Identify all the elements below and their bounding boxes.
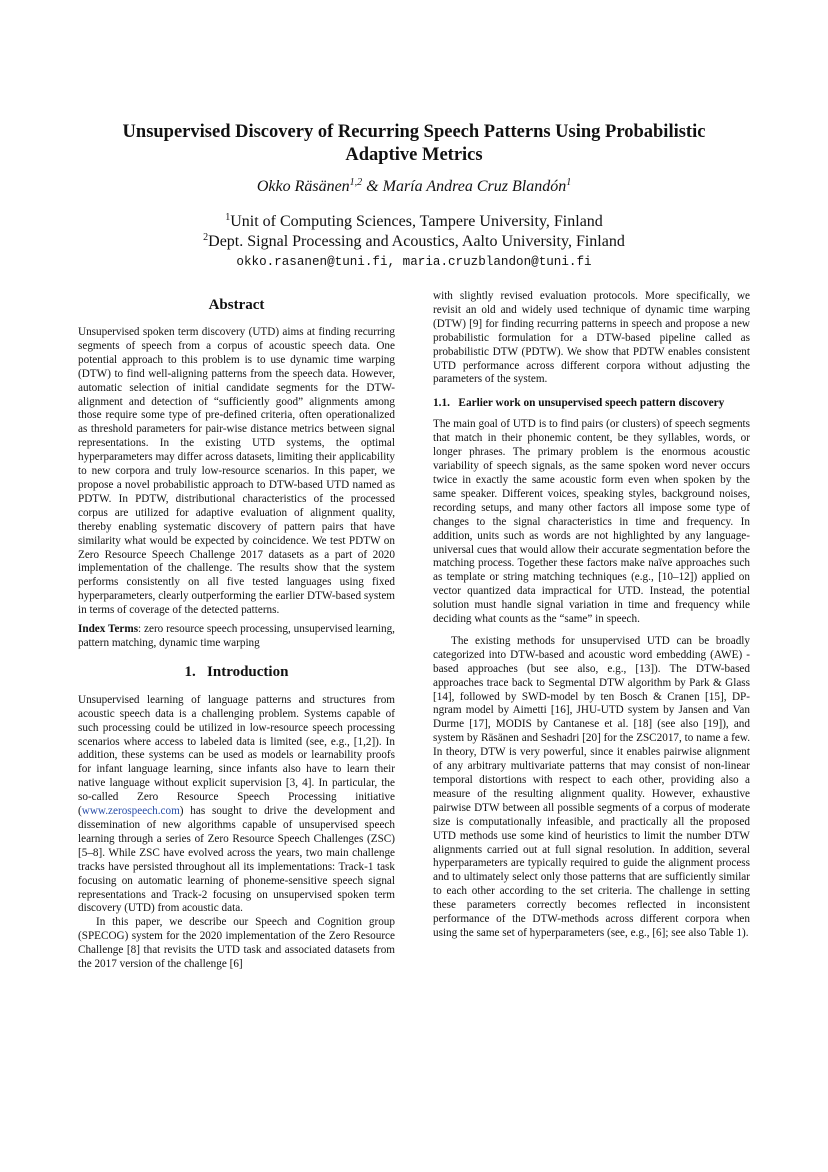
author-name: María Andrea Cruz Blandón	[382, 178, 567, 195]
affiliation-line	[60, 232, 768, 252]
intro-paragraph: In this paper, we describe our Speech and Cognition group (SPECOG) system for the 2020 implementation of the Zero Resource Challenge [8] that revisits the UTD task and associated datasets from the 2017 version of the challenge [6]	[78, 916, 395, 971]
existing-methods-paragraph: The existing methods for unsupervised UTD can be broadly categorized into DTW-based and acoustic word embedding (AWE) -based approaches (but see also, e.g., [13]). The DTW-based approaches trace back to Segmental DTW algorithm by Park & Glass [14], followed by SWD-model by ten Bosch & Cranen [15], DP-ngram model by Aimetti [16], JHU-UTD system by Jansen and Van Durme [17], MODIS by Cantanese et al. [18] (see also [19]), and system by Räsänen and Seshadri [20] for the ZSC2017, to name a few. In theory, DTW is very powerful, since it enables pairwise alignment of any arbitrary multivariate patterns that may consist of non-linear temporal distortions with respect to each other, providing also a measure of the resulting alignment quality. However, exhaustive pairwise DTW between all possible segments of a corpus of moderate size is computationally infeasible, and practically all the proposed UTD methods use some kind of heuristics to limit the number DTW alignments carried out at full signal resolution. In addition, several hyperparameters are typically required to guide the alignment process and to ultimately select only those patterns that are sufficiently similar to each other according to the set criteria. The challenge in setting these parameters correctly becomes reflected in inconsistent performance of the DTW-methods across different corpora when using the same set of hyperparameters (see, e.g., [6]; see also Table 1).	[433, 634, 750, 939]
affiliation-marker: 2	[203, 231, 209, 243]
affiliation-marker: 1	[225, 212, 231, 223]
paper-title-line-2: Adaptive Metrics	[345, 145, 483, 165]
paper-title	[60, 121, 768, 167]
author-list	[60, 177, 768, 197]
subsection-heading: 1.1. Earlier work on unsupervised speech pattern discovery	[433, 397, 725, 410]
intro-paragraph	[78, 694, 395, 917]
author-separator: &	[362, 178, 383, 195]
author-name: Okko Räsänen	[256, 178, 350, 195]
affiliations	[60, 212, 768, 251]
paper-title-line-1: Unsupervised Discovery of Recurring Speech Patterns Using Probabilistic	[122, 122, 706, 142]
zerospeech-link[interactable]: www.zerospeech.com	[81, 805, 180, 818]
intro-continuation-paragraph: with slightly revised evaluation protocols. More specifically, we revisit an old and widely used technique of dynamic time warping (DTW) [9] for finding recurring patterns in speech and propose a new probabilistic formulation for a DTW-based pipeline called as probabilistic DTW (PDTW). We show that PDTW enables consistent UTD performance across different corpora without adjusting the parameters of the system.	[433, 290, 750, 386]
intro-text: ) has sought to drive the development and dissemination of new algorithms capable of unsupervised speech learning through a series of Zero Resource Speech Challenges (ZSC) [5–8]. While ZSC have evolved across the years, two main challenge tracks have persisted throughout all its implementations: Track-1 task focusing on automatic learning of phoneme-sensitive speech signal representations and Track-2 focusing on unsupervised spoken term discovery (UTD) from acoustic data.	[78, 805, 395, 915]
author-emails: okko.rasanen@tuni.fi, maria.cruzblandon@tuni.fi	[236, 255, 592, 269]
index-terms-text: : zero resource speech processing, unsupervised learning, pattern matching, dynamic time warping	[78, 623, 395, 649]
index-terms-label: Index Terms	[78, 623, 139, 636]
utd-goal-paragraph: The main goal of UTD is to find pairs (or clusters) of speech segments that match in their phonemic content, be they syllables, words, or longer phrases. The primary problem is the enormous acoustic variability of speech signals, as the same spoken word never occurs twice in exactly the same acoustic form even when spoken by the same speaker. Different voices, speaking styles, background noises, recording setups, and many other factors all impose some type of changes to the signal characteristics in time and frequency. In addition, units such as words are not highlighted by any language-universal cues that would allow their accurate segmentation before the matching process. Together these factors make naïve approaches such as template or string matching techniques (e.g., [10–12]) applied on vector quantized data impractical for UTD. Instead, the potential solution must handle signal variation in time and frequency while deciding what counts as the “same” in speech.	[433, 418, 750, 626]
left-column	[78, 290, 395, 972]
abstract-heading: Abstract	[208, 297, 265, 313]
affiliation-line	[60, 212, 768, 232]
affiliation-text: Unit of Computing Sciences, Tampere University, Finland	[230, 213, 603, 230]
affiliation-text: Dept. Signal Processing and Acoustics, Aalto University, Finland	[208, 232, 625, 250]
abstract-body: Unsupervised spoken term discovery (UTD) aims at finding recurring segments of speech from a corpus of acoustic speech data. One potential approach to this problem is to use dynamic time warping (DTW) to find well-aligning patterns from the speech data. However, automatic selection of initial candidate segments for the DTW-alignment and detection of “sufficiently good” alignments among those require some type of pre-defined criteria, often operationalized as threshold parameters for pair-wise distance metrics between signal representations. In the existing UTD systems, the optimal hyperparameters may differ across datasets, limiting their applicability to new corpora and truly low-resource scenarios. In this paper, we propose a novel probabilistic approach to DTW-based UTD named as PDTW. In PDTW, distributional characteristics of the processed corpus are utilized for adaptive evaluation of alignment quality, thereby enabling systematic discovery of pattern pairs that have similarity what would be expected by coincidence. We test PDTW on Zero Resource Speech Challenge 2017 datasets as a part of 2020 implementation of the challenge. The results show that the system performs consistently on all five tested languages using fixed hyperparameters, clearly outperforming the earlier DTW-based system in terms of coverage of the detected patterns.	[78, 326, 395, 617]
intro-text: Unsupervised learning of language patterns and structures from acoustic speech data is a challenging problem. Systems capable of such processing could be utilized in low-resource speech processing scenarios where access to labeled data is limited (see, e.g., [1,2]). In addition, these systems can be used as models or learnability proofs for infant language learning, since infants also have to learn their native language without explicit supervision [3, 4]. In particular, the so-called Zero Resource Speech Processing initiative (	[78, 693, 395, 818]
index-terms	[78, 623, 395, 651]
introduction-heading: 1. Introduction	[184, 663, 289, 680]
author-affiliation-marker: 1,2	[349, 177, 363, 188]
author-affiliation-marker: 1	[566, 177, 572, 188]
right-column	[433, 290, 750, 941]
